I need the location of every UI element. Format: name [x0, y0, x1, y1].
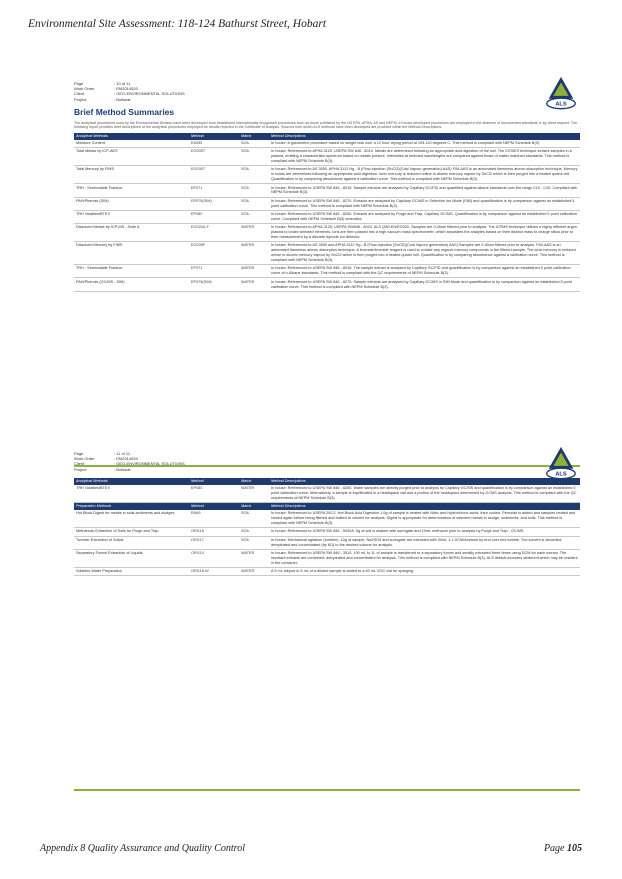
- table-row: [74, 265, 580, 278]
- table-row: [74, 223, 580, 241]
- method-code-cell: EN69: [189, 510, 239, 528]
- method-description-cell: A 5 mL aliquot or 5 mL of a diluted sample is added to a 40 mL VOC vial for sparging.: [269, 567, 580, 575]
- meta-row: [74, 468, 580, 473]
- method-name-cell: TRH - Semivolatile Fraction: [74, 184, 189, 197]
- column-header: Method: [189, 503, 239, 511]
- table-row: [74, 278, 580, 291]
- method-name-cell: Tumbler Extraction of Solids: [74, 536, 189, 549]
- table-row: [74, 242, 580, 265]
- page-meta: [74, 452, 580, 478]
- table-header-row: [74, 478, 580, 485]
- method-description-cell: In house: Referenced to AS 3550, APHA 3112 Hg - B (Flow-injection (SnCl2)(Cold Vapour generation) AAS) FIM-AAS is an automated flameless atomic absorption technique. Mercury in solids are determined following an appropriate acid digestion. Ionic mercury is reduced online to atomic mercury vapour by SnCl2 which is then purged into a heated quartz cell. Quantification is by comparing absorbance against a calibration curve. This method is compliant with NEPM Schedule B(3).: [269, 166, 580, 184]
- matrix-cell: SOIL: [239, 166, 269, 184]
- methods-table-body: [74, 485, 580, 503]
- method-description-cell: In house: Referenced to USEPA 200.2. Hot Block Acid Digestion 1.0g of sample is heated with Nitric and Hydrochloric acids, then cooled. Peroxide is added and samples heated and cooled again before being filtered and bulked to volume for analysis. Digest is appropriate for determination of selected metals in sludge, sediments, and soils. This method is compliant with NEPM Schedule B(3).: [269, 510, 580, 528]
- methods-table: [74, 478, 580, 576]
- column-header: Method: [189, 133, 239, 140]
- method-code-cell: ORG17: [189, 536, 239, 549]
- column-header: Method Descriptions: [269, 503, 580, 511]
- method-code-cell: EP080: [189, 485, 239, 503]
- page-number: [544, 843, 582, 854]
- matrix-cell: SOIL: [239, 140, 269, 148]
- method-code-cell: ORG16-W: [189, 567, 239, 575]
- meta-key: Work Order: [74, 456, 95, 462]
- column-header: Method Descriptions: [269, 478, 580, 485]
- method-name-cell: Separatory Funnel Extraction of Liquids: [74, 549, 189, 567]
- matrix-cell: SOIL: [239, 528, 269, 536]
- table-row: [74, 140, 580, 148]
- meta-key: Client: [74, 461, 85, 467]
- method-name-cell: TRH Volatiles/BTEX: [74, 210, 189, 223]
- table-row: [74, 197, 580, 210]
- method-name-cell: PAH/Phenols (GC/MS - SIM): [74, 278, 189, 291]
- intro-paragraph: The analytical procedures used by the Environmental Division have been developed from established internationally recognised procedures such as those published by the US EPA, APHA, AS and NEPM. In house developed procedures are employed in the absence of documented standards or by client request. The following report provides brief descriptions of the analytical procedures employed for results reported in the Certificate of Analysis. Sources from which ALS methods have been developed are provided within the Method Descriptions.: [74, 120, 578, 130]
- meta-key: Client: [74, 91, 85, 97]
- matrix-cell: WATER: [239, 485, 269, 503]
- als-logo-icon: [542, 444, 580, 482]
- method-name-cell: TRH Volatiles/BTEX: [74, 485, 189, 503]
- prep-table-body: [74, 510, 580, 576]
- als-logo-icon: [542, 74, 580, 112]
- method-code-cell: EP075(SIM): [189, 197, 239, 210]
- matrix-cell: WATER: [239, 549, 269, 567]
- methods-table-body: [74, 140, 580, 291]
- method-code-cell: EG005T: [189, 148, 239, 166]
- meta-value: : GEO-ENVIRONMENTAL SOLUTIONS: [114, 461, 185, 467]
- method-name-cell: Hot Block Digest for metals in soils sediments and sludges: [74, 510, 189, 528]
- matrix-cell: SOIL: [239, 148, 269, 166]
- column-header: Analytical Methods: [74, 478, 189, 485]
- table-row: [74, 485, 580, 503]
- column-header: Analytical Methods: [74, 133, 189, 140]
- meta-key: Project: [74, 466, 87, 472]
- meta-value: : EM2014520: [114, 86, 138, 92]
- method-description-cell: In house: Referenced to APHA 3125; USEPA SW846 - 6020, ALS QWI-EN/EG020. Samples are 0.45um filtered prior to analysis. The ICPMS technique utilizes a highly efficient argon plasma to ionize selected elements. Ions are then passed into a high vacuum mass spectrometer, which separates the analytes based on their distinct mass to charge ratios prior to their measurement by a discrete dynode ion detector.: [269, 223, 580, 241]
- logo-text: ALS: [555, 471, 567, 478]
- method-name-cell: Total Mercury by FIMS: [74, 166, 189, 184]
- method-code-cell: ORG14: [189, 549, 239, 567]
- method-description-cell: In house: Referenced to USEPA SW 846 - 8260. Water samples are directly purged prior to analysis by Capillary GC/MS and quantification is by comparison against an established 5 point calibration curve. Alternatively, a sample is equilibrated in a headspace vial and a portion of the headspace determined by GCMS analysis. This method is compliant with the QC requirements of NEPM Schedule B(3).: [269, 485, 580, 503]
- method-description-cell: In house: Referenced to USEPA SW 846 - 8015. The sample extract is analysed by Capillary GC/FID and quantification is by comparison against an established 5 point calibration curve of n-Alkane standards. This method is compliant with the QC requirements of NEPM Schedule B(3).: [269, 265, 580, 278]
- matrix-cell: SOIL: [239, 510, 269, 528]
- matrix-cell: WATER: [239, 265, 269, 278]
- method-name-cell: Dissolved Mercury by FIMS: [74, 242, 189, 265]
- meta-value: : 10 of 11: [114, 81, 131, 86]
- column-header: Matrix: [239, 478, 269, 485]
- meta-value: : Bullseat: [114, 466, 131, 472]
- logo-text: ALS: [555, 101, 567, 108]
- page-number-value: 105: [567, 843, 582, 854]
- meta-value: : GEO-ENVIRONMENTAL SOLUTIONS: [114, 91, 185, 97]
- method-description-cell: In house: Referenced to USEPA SW 846 - 3510. 100 mL to 1L of sample is transferred to a separatory funnel and serially extracted three times using DCM for each extract. The resultant extracts are combined, dehydrated and concentrated for analysis. This method is compliant with NEPM Schedule B(3). ALS default excludes sediment which may be resident in the container.: [269, 549, 580, 567]
- meta-key: Page: [74, 451, 84, 456]
- method-description-cell: In house: Mechanical agitation (tumbler). 10g of sample, Na2SO4 and surrogate are extracted with 30mL 1:1 DCM/Acetone by end over end tumble. The solvent is decanted, dehydrated and concentrated (by KD) to the desired volume for analysis.: [269, 536, 580, 549]
- meta-value: : Bullseat: [114, 96, 131, 102]
- method-code-cell: EG020A-F: [189, 223, 239, 241]
- matrix-cell: SOIL: [239, 210, 269, 223]
- meta-key: Work Order: [74, 86, 95, 92]
- method-description-cell: In house: Referenced to USEPA SW 846 - 8015. Sample extracts are analysed by Capillary GC/FID and quantified against alkane standards over the range C10 - C40. Compliant with NEPM Schedule B(3).: [269, 184, 580, 197]
- method-name-cell: TRH - Semivolatile Fraction: [74, 265, 189, 278]
- method-code-cell: ORG16: [189, 528, 239, 536]
- section-title: Brief Method Summaries: [74, 107, 175, 117]
- method-code-cell: EP071: [189, 184, 239, 197]
- table-row: [74, 510, 580, 528]
- document-header: Environmental Site Assessment: 118-124 Bathurst Street, Hobart: [28, 18, 327, 30]
- method-name-cell: Volatiles Water Preparation: [74, 567, 189, 575]
- matrix-cell: SOIL: [239, 197, 269, 210]
- matrix-cell: SOIL: [239, 536, 269, 549]
- table-header-row: [74, 503, 580, 511]
- report-page-2: [74, 452, 580, 792]
- page-meta: [74, 82, 580, 108]
- method-code-cell: EP080: [189, 210, 239, 223]
- matrix-cell: SOIL: [239, 184, 269, 197]
- table-row: [74, 528, 580, 536]
- method-description-cell: In house: Referenced to APHA 3120; USEPA SW 846 - 6010. Metals are determined following an appropriate acid digestion of the soil. The ICPAES technique ionises samples in a plasma, emitting a characteristic spectrum based on metals present. Intensities at selected wavelengths are compared against those of matrix matched standards. This method is compliant with NEPM Schedule B(3).: [269, 148, 580, 166]
- column-header: Method: [189, 478, 239, 485]
- meta-key: Project: [74, 96, 87, 102]
- matrix-cell: WATER: [239, 567, 269, 575]
- method-code-cell: EP071: [189, 265, 239, 278]
- method-description-cell: In house: Referenced to AS 3550 and APHA 3112 Hg - B (Flow-injection (SnCl2)(Cold Vapour generation) AAS) Samples are 0.45um filtered prior to analysis. FIM-AAS is an automated flameless atomic absorption technique. A bromate/bromide reagent is used to oxidise any organic mercury compounds in the filtered sample. The ionic mercury is reduced online to atomic mercury vapour by SnCl2 which is then purged into a heated quartz cell. Quantification is by comparing absorbance against a calibration curve. This method is compliant with NEPM Schedule B(3).: [269, 242, 580, 265]
- meta-value: : 11 of 11: [114, 451, 131, 456]
- method-code-cell: EG035T: [189, 166, 239, 184]
- meta-key: Page: [74, 81, 84, 86]
- column-header: Matrix: [239, 133, 269, 140]
- table-row: [74, 549, 580, 567]
- table-row: [74, 184, 580, 197]
- method-name-cell: Dissolved Metals by ICP-MS - Suite A: [74, 223, 189, 241]
- matrix-cell: WATER: [239, 223, 269, 241]
- matrix-cell: WATER: [239, 278, 269, 291]
- column-header: Matrix: [239, 503, 269, 511]
- method-description-cell: In house: A gravimetric procedure based on weight loss over a 12 hour drying period at 105-110 degrees C. This method is compliant with NEPM Schedule B(3).: [269, 140, 580, 148]
- method-description-cell: In house: Referenced to USEPA SW 846 - 8270. Sample extracts are analysed by Capillary GC/MS in SIM Mode and quantification is by comparison against an established 5 point calibration curve. This method is compliant with NEPM Schedule B(3).: [269, 278, 580, 291]
- method-name-cell: PAH/Phenols (SIM): [74, 197, 189, 210]
- page-divider: [74, 789, 580, 791]
- table-row: [74, 536, 580, 549]
- meta-row: [74, 98, 580, 103]
- table-row: [74, 567, 580, 575]
- method-name-cell: Total Metals by ICP-AES: [74, 148, 189, 166]
- table-header-row: [74, 133, 580, 140]
- method-description-cell: In house: Referenced to USEPA SW 846 - 8270. Extracts are analysed by Capillary GC/MS in Selective Ion Mode (SIM) and quantification is by comparison against an established 5 point calibration curve. This method is compliant with NEPM Schedule B(3).: [269, 197, 580, 210]
- method-code-cell: EA055: [189, 140, 239, 148]
- table-row: [74, 210, 580, 223]
- method-code-cell: EP075(SIM): [189, 278, 239, 291]
- table-row: [74, 148, 580, 166]
- report-page-1: [74, 82, 580, 467]
- method-code-cell: EG035F: [189, 242, 239, 265]
- method-description-cell: In house: Referenced to USEPA SW 846 - 8260. Extracts are analysed by Purge and Trap, Capillary GC/MS. Quantification is by comparison against an established 5 point calibration curve. Compliant with NEPM Schedule B(3) amended.: [269, 210, 580, 223]
- method-description-cell: In house: Referenced to USEPA SW 846 - 5030A. 5g of soil is shaken with surrogate and 10mL methanol prior to analysis by Purge and Trap - GC/MS.: [269, 528, 580, 536]
- document-footer: Appendix 8 Quality Assurance and Quality Control: [40, 843, 245, 854]
- column-header: Preparation Methods: [74, 503, 189, 511]
- methods-table: [74, 133, 580, 292]
- method-name-cell: Moisture Content: [74, 140, 189, 148]
- page-label: Page: [543, 843, 565, 854]
- column-header: Method Descriptions: [269, 133, 580, 140]
- table-row: [74, 166, 580, 184]
- method-name-cell: Methanolic Extraction of Soils for Purge and Trap: [74, 528, 189, 536]
- matrix-cell: WATER: [239, 242, 269, 265]
- meta-value: : EM2014520: [114, 456, 138, 462]
